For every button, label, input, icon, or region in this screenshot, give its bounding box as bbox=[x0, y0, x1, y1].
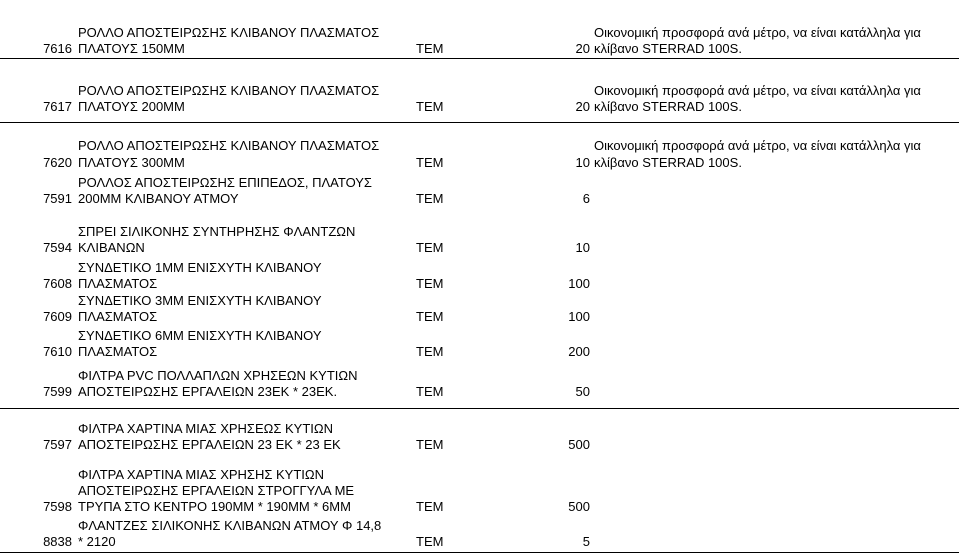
item-code: 7598 bbox=[43, 499, 72, 514]
item-quantity: 5 bbox=[582, 534, 590, 549]
item-unit: ΤΕΜ bbox=[416, 534, 444, 549]
item-quantity: 10 bbox=[575, 240, 590, 255]
item-note: κλίβανο STERRAD 100S. bbox=[594, 155, 742, 170]
item-description: ΑΠΟΣΤΕΙΡΩΣΗΣ ΕΡΓΑΛΕΙΩΝ 23 ΕΚ * 23 ΕΚ bbox=[78, 437, 341, 452]
item-code: 7610 bbox=[43, 344, 72, 359]
item-unit: ΤΕΜ bbox=[416, 155, 444, 170]
item-code: 7620 bbox=[43, 155, 72, 170]
item-unit: ΤΕΜ bbox=[416, 437, 444, 452]
item-description: ΡΟΛΛΟ ΑΠΟΣΤΕΙΡΩΣΗΣ ΚΛΙΒΑΝΟΥ ΠΛΑΣΜΑΤΟΣ bbox=[78, 25, 380, 40]
item-quantity: 20 bbox=[575, 99, 590, 114]
item-code: 7599 bbox=[43, 384, 72, 399]
item-unit: ΤΕΜ bbox=[416, 499, 444, 514]
item-quantity: 500 bbox=[568, 437, 590, 452]
item-description: ΠΛΑΤΟΥΣ 200ΜΜ bbox=[78, 99, 185, 114]
item-description: ΑΠΟΣΤΕΙΡΩΣΗΣ ΕΡΓΑΛΕΙΩΝ 23ΕΚ * 23ΕΚ. bbox=[78, 384, 338, 399]
item-code: 7591 bbox=[43, 191, 72, 206]
item-description: ΣΠΡΕΙ ΣΙΛΙΚΟΝΗΣ ΣΥΝΤΗΡΗΣΗΣ ΦΛΑΝΤΖΩΝ bbox=[78, 224, 356, 239]
item-quantity: 10 bbox=[575, 155, 590, 170]
item-unit: ΤΕΜ bbox=[416, 344, 444, 359]
row-divider bbox=[0, 58, 959, 59]
item-description: ΣΥΝΔΕΤΙΚΟ 1ΜΜ ΕΝΙΣΧΥΤΗ ΚΛΙΒΑΝΟΥ bbox=[78, 260, 322, 275]
item-code: 7616 bbox=[43, 41, 72, 56]
row-divider bbox=[0, 408, 959, 409]
item-description: ΚΛΙΒΑΝΩΝ bbox=[78, 240, 145, 255]
item-description: ΦΙΛΤΡΑ ΧΑΡΤΙΝΑ ΜΙΑΣ ΧΡΗΣΕΩΣ ΚΥΤΙΩΝ bbox=[78, 421, 333, 436]
item-description: 200ΜΜ ΚΛΙΒΑΝΟΥ ΑΤΜΟΥ bbox=[78, 191, 239, 206]
item-unit: ΤΕΜ bbox=[416, 309, 444, 324]
item-description: ΡΟΛΛΟΣ ΑΠΟΣΤΕΙΡΩΣΗΣ ΕΠΙΠΕΔΟΣ, ΠΛΑΤΟΥΣ bbox=[78, 175, 372, 190]
item-unit: ΤΕΜ bbox=[416, 191, 444, 206]
item-quantity: 100 bbox=[568, 276, 590, 291]
item-code: 7617 bbox=[43, 99, 72, 114]
item-code: 7608 bbox=[43, 276, 72, 291]
item-quantity: 20 bbox=[575, 41, 590, 56]
item-description: ΠΛΑΣΜΑΤΟΣ bbox=[78, 344, 158, 359]
item-description: ΠΛΑΤΟΥΣ 300ΜΜ bbox=[78, 155, 185, 170]
item-description: ΡΟΛΛΟ ΑΠΟΣΤΕΙΡΩΣΗΣ ΚΛΙΒΑΝΟΥ ΠΛΑΣΜΑΤΟΣ bbox=[78, 83, 380, 98]
item-description: * 2120 bbox=[78, 534, 116, 549]
item-description: ΦΙΛΤΡΑ PVC ΠΟΛΛΑΠΛΩΝ ΧΡΗΣΕΩΝ ΚΥΤΙΩΝ bbox=[78, 368, 358, 383]
item-unit: ΤΕΜ bbox=[416, 99, 444, 114]
item-description: ΣΥΝΔΕΤΙΚΟ 3ΜΜ ΕΝΙΣΧΥΤΗ ΚΛΙΒΑΝΟΥ bbox=[78, 293, 322, 308]
item-quantity: 500 bbox=[568, 499, 590, 514]
item-code: 8838 bbox=[43, 534, 72, 549]
item-unit: ΤΕΜ bbox=[416, 41, 444, 56]
item-quantity: 100 bbox=[568, 309, 590, 324]
item-description: ΦΛΑΝΤΖΕΣ ΣΙΛΙΚΟΝΗΣ ΚΛΙΒΑΝΩΝ ΑΤΜΟΥ Φ 14,8 bbox=[78, 518, 382, 533]
item-quantity: 50 bbox=[575, 384, 590, 399]
item-note: κλίβανο STERRAD 100S. bbox=[594, 41, 742, 56]
item-description: ΠΛΑΤΟΥΣ 150ΜΜ bbox=[78, 41, 185, 56]
item-description: ΑΠΟΣΤΕΙΡΩΣΗΣ ΕΡΓΑΛΕΙΩΝ ΣΤΡΟΓΓΥΛΑ ΜΕ bbox=[78, 483, 355, 498]
item-unit: ΤΕΜ bbox=[416, 384, 444, 399]
item-description: ΠΛΑΣΜΑΤΟΣ bbox=[78, 276, 158, 291]
item-note: Οικονομική προσφορά ανά μέτρο, να είναι κατάλληλα για bbox=[594, 83, 921, 98]
item-note: Οικονομική προσφορά ανά μέτρο, να είναι κατάλληλα για bbox=[594, 138, 921, 153]
item-description: ΦΙΛΤΡΑ ΧΑΡΤΙΝΑ ΜΙΑΣ ΧΡΗΣΗΣ ΚΥΤΙΩΝ bbox=[78, 467, 324, 482]
item-note: κλίβανο STERRAD 100S. bbox=[594, 99, 742, 114]
item-description: ΠΛΑΣΜΑΤΟΣ bbox=[78, 309, 158, 324]
item-description: ΣΥΝΔΕΤΙΚΟ 6ΜΜ ΕΝΙΣΧΥΤΗ ΚΛΙΒΑΝΟΥ bbox=[78, 328, 322, 343]
item-description: ΡΟΛΛΟ ΑΠΟΣΤΕΙΡΩΣΗΣ ΚΛΙΒΑΝΟΥ ΠΛΑΣΜΑΤΟΣ bbox=[78, 138, 380, 153]
item-description: ΤΡΥΠΑ ΣΤΟ ΚΕΝΤΡΟ 190ΜΜ * 190ΜΜ * 6ΜΜ bbox=[78, 499, 351, 514]
item-quantity: 6 bbox=[582, 191, 590, 206]
item-unit: ΤΕΜ bbox=[416, 240, 444, 255]
item-unit: ΤΕΜ bbox=[416, 276, 444, 291]
item-code: 7609 bbox=[43, 309, 72, 324]
item-quantity: 200 bbox=[568, 344, 590, 359]
item-note: Οικονομική προσφορά ανά μέτρο, να είναι κατάλληλα για bbox=[594, 25, 921, 40]
item-code: 7594 bbox=[43, 240, 72, 255]
row-divider bbox=[0, 122, 959, 123]
item-code: 7597 bbox=[43, 437, 72, 452]
